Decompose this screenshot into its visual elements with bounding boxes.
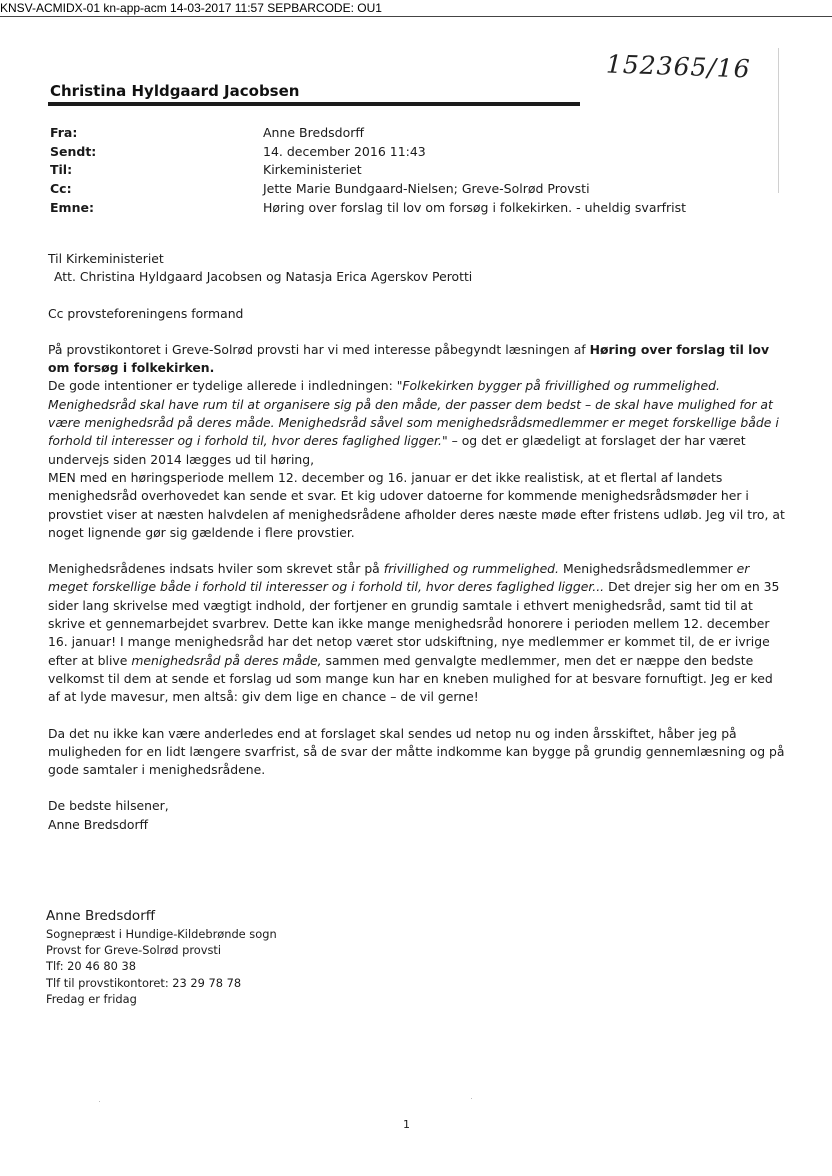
paragraph-2-text-b: – og det er glædeligt at forslaget der har været undervejs siden 2014 lægges ud til høring,: [48, 433, 746, 467]
subject-row: [50, 199, 750, 218]
paragraph-1-text: På provstikontoret i Greve-Solrød provsti har vi med interesse påbegyndt læsningen af: [48, 341, 590, 357]
signature-phone: Tlf: 20 46 80 38: [46, 959, 137, 974]
email-header: [50, 124, 750, 217]
signature-office-phone: Tlf til provstikontoret: 23 29 78 78: [46, 975, 242, 990]
from-value: Anne Bredsdorff: [263, 125, 364, 140]
cc-row: [50, 180, 750, 199]
cc-note: Cc provsteforeningens formand: [48, 305, 244, 321]
scan-speck: [471, 1098, 472, 1099]
paragraph-4-italic-2: er meget forskellige både i forhold til interesser og i forhold til, hvor deres faglighed ligger...: [48, 561, 750, 595]
paragraph-2-text-a: De gode intentioner er tydelige allerede i indledningen:: [48, 378, 397, 394]
sent-label: Sendt:: [50, 143, 97, 159]
salutation-line-1: Til Kirkeministeriet: [48, 251, 164, 266]
recipient-name: Christina Hyldgaard Jacobsen: [50, 82, 300, 100]
paragraph-4-text-a: Menighedsrådenes indsats hviler som skrevet står på: [48, 561, 384, 577]
closing-name: Anne Bredsdorff: [48, 816, 149, 832]
signature-line-1: Sognepræst i Hundige-Kildebrønde sogn: [46, 927, 277, 941]
to-row: [50, 161, 750, 180]
handwritten-case-number: 152365/16: [605, 49, 752, 84]
paragraph-2: [48, 377, 788, 468]
paragraph-4-italic-3: menighedsråd på deres måde,: [131, 652, 322, 668]
paragraph-4-text-c: Det drejer sig her om en 35 sider lang skrivelse med vægtigt indhold, der fortjener en grundig samtale i ethvert menighedsråd, samt tid til at skrive et gennemarbejdet svarbrev. Dette kan ikke mange menighedsråd honorere i perioden mellem 12. december 16. januar! I mange menighedsråd har det netop været stor udskiftning, nye medlemmer er kommet til, de er ivrige efter at blive: [48, 579, 780, 668]
from-label: Fra:: [50, 125, 78, 140]
closing-greeting: De bedste hilsener,: [48, 798, 169, 814]
salutation-line-2: Att. Christina Hyldgaard Jacobsen og Natasja Erica Agerskov Perotti: [54, 269, 473, 285]
paragraph-1-bold: Høring over forslag til lov om forsøg i folkekirken.: [48, 341, 770, 376]
paragraph-3: MEN med en høringsperiode mellem 12. december og 16. januar er det ikke realistisk, at et flertal af landets menighedsråd overhovedet kan sende et svar. Et kig udover datoerne for kommende menighedsrådsmøder her i provstiet viser at næsten halvdelen af menighedsrådene afholder deres næste møde efter fristens udløb. Jeg vil tro, at noget lignende gør sig gældende i flere provstier.: [48, 469, 785, 540]
signature-note: Fredag er fridag: [46, 991, 137, 1006]
paragraph-4: [48, 560, 788, 706]
paragraph-1: [48, 341, 788, 378]
recipient-underline: [48, 102, 580, 106]
sent-row: [50, 143, 750, 162]
signature-block: [46, 906, 277, 1007]
paragraph-5: Da det nu ikke kan være anderledes end at forslaget skal sendes ud netop nu og inden årsskiftet, håber jeg på muligheden for en lidt længere svarfrist, så de svar der måtte indkomme kan bygge på grundig gennemlæsning og på gode samtaler i menighedsrådene.: [48, 725, 785, 778]
scan-edge-mark: [778, 48, 779, 193]
sent-value: 14. december 2016 11:43: [263, 143, 426, 159]
signature-line-2: Provst for Greve-Solrød provsti: [46, 943, 222, 958]
email-body: [48, 250, 788, 834]
to-value: Kirkeministeriet: [263, 162, 362, 178]
cc-value: Jette Marie Bundgaard-Nielsen; Greve-Solrød Provsti: [263, 181, 590, 197]
from-row: [50, 124, 750, 143]
paragraph-4-text-d: sammen med genvalgte medlemmer, men det er næppe den bedste velkomst til dem at sende et forslag ud som mange kun har en kneben mulighed for at besvare fornuftigt. Jeg er ked af at lyde mavesur, men altså: giv dem lige en chance – de vil gerne!: [48, 652, 773, 705]
scan-speck: [99, 1101, 100, 1102]
to-label: Til:: [50, 162, 73, 178]
scan-header: KNSV-ACMIDX-01 kn-app-acm 14-03-2017 11:57 SEPBARCODE: OU1: [0, 1, 382, 15]
subject-label: Emne:: [50, 199, 94, 215]
paragraph-2-quote: "Folkekirken bygger på frivillighed og rummelighed. Menighedsråd skal have rum til at organisere sig på den måde, der passer dem bedst – de skal have mulighed for at være menighedsråd på deres måde. Menighedsråd såvel som menighedsrådsmedlemmer er meget forskellige både i forhold til interesser og i forhold til, hvor deres faglighed ligger.": [48, 378, 779, 449]
paragraph-4-italic-1: frivillighed og rummelighed.: [383, 561, 559, 577]
page-number: 1: [403, 1118, 410, 1131]
cc-label: Cc:: [50, 181, 72, 197]
paragraph-4-text-b: Menighedsrådsmedlemmer: [559, 561, 737, 577]
subject-value: Høring over forslag til lov om forsøg i folkekirken. - uheldig svarfrist: [263, 199, 687, 215]
scan-header-divider: [0, 16, 832, 17]
signature-name: Anne Bredsdorff: [46, 908, 156, 924]
